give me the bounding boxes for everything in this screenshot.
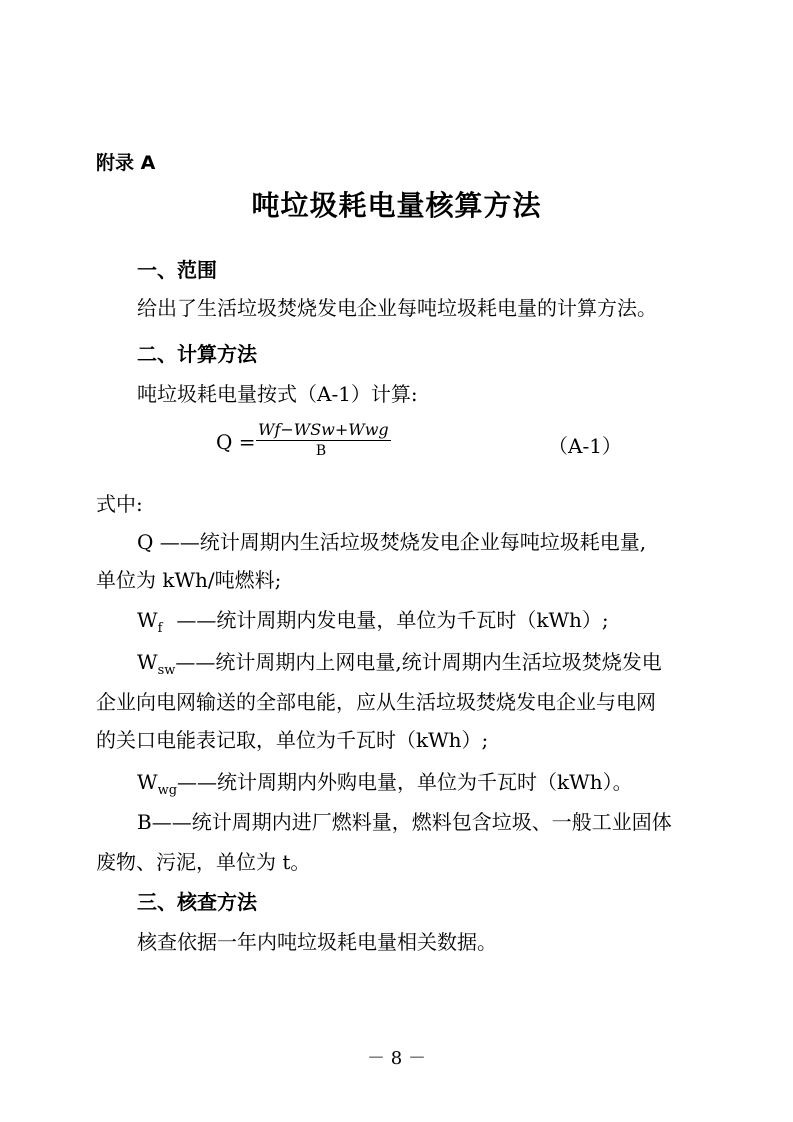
def-b-line2: 废物、污泥，单位为 t。: [96, 850, 311, 874]
formula-number: （A-1）: [548, 434, 622, 458]
def-q-line2: 单位为 kWh/吨燃料;: [96, 568, 282, 592]
section3-heading: 三、核查方法: [137, 890, 257, 914]
formula-numerator: Wf−WSw+Wwg: [258, 420, 389, 439]
formula-lhs: Q =: [216, 430, 256, 454]
section1-heading: 一、范围: [137, 258, 217, 282]
def-wf: [137, 604, 609, 636]
def-wsw-line3: 的关口电能表记取，单位为千瓦时（kWh）;: [96, 728, 489, 752]
def-wf-text: ——统计周期内发电量，单位为千瓦时（kWh）;: [176, 608, 609, 632]
def-q-line1: Q ——统计周期内生活垃圾焚烧发电企业每吨垃圾耗电量,: [137, 530, 647, 554]
def-wwg: [137, 766, 633, 798]
def-wf-subscript: f: [157, 621, 163, 636]
appendix-label: 附录 A: [96, 152, 156, 174]
def-wsw-line1: [137, 646, 662, 678]
def-wf-symbol: W: [137, 608, 158, 632]
section1-text: 给出了生活垃圾焚烧发电企业每吨垃圾耗电量的计算方法。: [137, 296, 657, 320]
page-number: － 8 －: [367, 1048, 426, 1069]
def-wsw-line2: 企业向电网输送的全部电能，应从生活垃圾焚烧发电企业与电网: [96, 690, 656, 714]
formula-denominator: B: [315, 443, 327, 459]
def-wsw-symbol: W: [137, 650, 158, 674]
def-wwg-symbol: W: [137, 770, 158, 794]
page-title: 吨垃圾耗电量核算方法: [251, 189, 542, 222]
def-b-line1: B——统计周期内进厂燃料量，燃料包含垃圾、一般工业固体: [137, 810, 672, 834]
def-wsw-text: ——统计周期内上网电量,统计周期内生活垃圾焚烧发电: [175, 650, 662, 674]
where-label: 式中:: [96, 492, 143, 516]
section2-intro: 吨垃圾耗电量按式（A-1）计算:: [137, 382, 418, 406]
def-wwg-text: ——统计周期内外购电量，单位为千瓦时（kWh）。: [177, 770, 633, 794]
section2-heading: 二、计算方法: [137, 342, 257, 366]
formula-fraction: [256, 420, 389, 459]
section3-text: 核查依据一年内吨垃圾耗电量相关数据。: [137, 930, 497, 954]
def-wwg-subscript: wg: [157, 783, 178, 798]
def-wsw-subscript: sw: [157, 663, 176, 678]
